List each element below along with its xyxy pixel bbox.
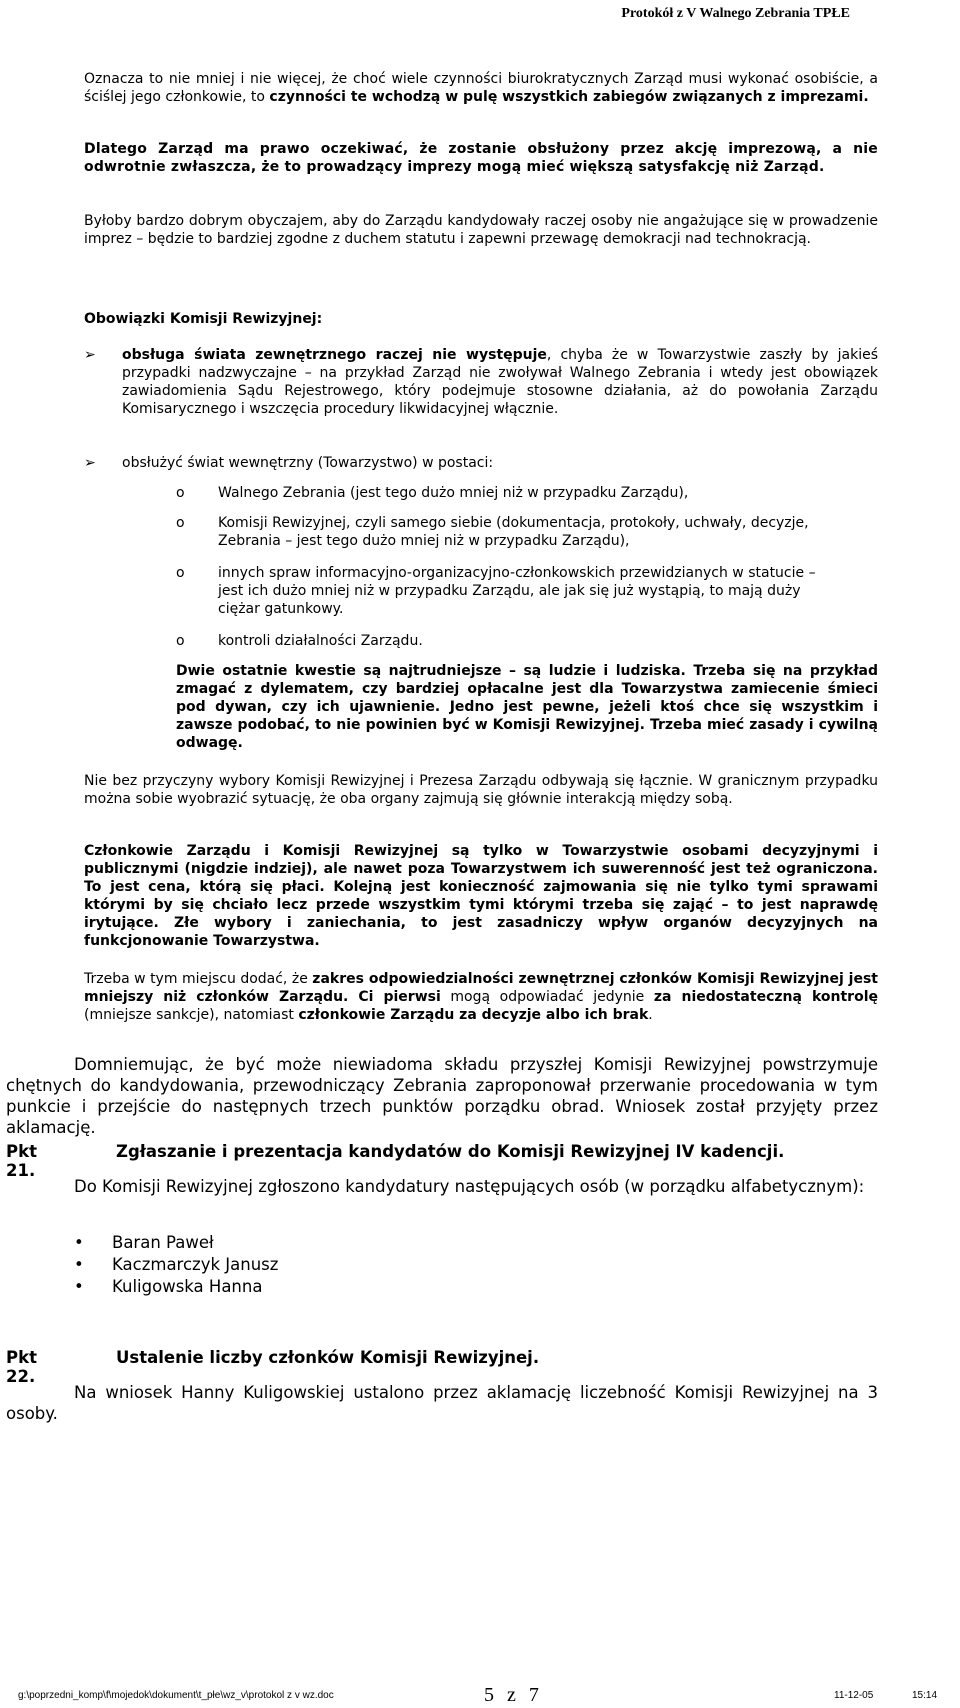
arrow-bullet-icon: ➢: [84, 455, 96, 471]
page-header-title: Protokół z V Walnego Zebrania TPŁE: [621, 6, 850, 21]
paragraph-trzeba-dodac: [84, 970, 878, 1024]
mixed-g: .: [648, 1007, 653, 1023]
paragraph-dwie-ostatnie: Dwie ostatnie kwestie są najtrudniejsze – są ludzie i ludziska. Trzeba się na przykład zmagać z dylematem, czy bardziej opłacalne jest dla Towarzystwa zamiecenie śmieci pod dywan, czy ich ujawnienie. Jedno jest pewne, jeżeli ktoś chce się wszystkim i zawsze podobać, to nie powinien być w Komisji Rewizyjnej. Trzeba mieć zasady i cywilną odwagę.: [176, 663, 878, 751]
section-title: Ustalenie liczby członków Komisji Rewizyjnej.: [116, 1348, 540, 1367]
bullet-item-swiat-zewnetrzny: [84, 346, 878, 418]
bullet-dot-icon: •: [74, 1233, 84, 1252]
list-item: [74, 1254, 278, 1276]
mixed-a: Trzeba w tym miejscu dodać, że: [84, 971, 313, 987]
bullet2-text: obsłużyć świat wewnętrzny (Towarzystwo) w postaci:: [122, 455, 494, 471]
section-title: Zgłaszanie i prezentacja kandydatów do Komisji Rewizyjnej IV kadencji.: [116, 1142, 785, 1161]
paragraph-byloby: Byłoby bardzo dobrym obyczajem, aby do Zarządu kandydowały raczej osoby nie angażujące się w prowadzenie imprez – będzie to bardziej zgodne z duchem statutu i zapewni przewagę demokracji nad technokracją.: [84, 213, 878, 247]
sub-item-innych: [176, 564, 816, 618]
bullet1-rest: , chyba że w Towarzystwie zaszły by jakieś przypadki nadzwyczajne – na przykład Zarząd nie zwoływał Walnego Zebrania i wtedy jest obowiązek zawiadomienia Sądu Rejestrowego, który podejmuje stosowne działania, aż do powołania Zarządu Komisarycznego i wszczęcia procedury likwidacyjnej włącznie.: [122, 347, 878, 417]
sub-item-komisji: [176, 514, 816, 550]
sub-item-text: kontroli działalności Zarządu.: [218, 633, 423, 649]
footer-page-number: 5 z 7: [484, 1684, 543, 1706]
mixed-f: członkowie Zarządu za decyzje albo ich brak: [298, 1007, 649, 1023]
paragraph-czlonkowie: Członkowie Zarządu i Komisji Rewizyjnej są tylko w Towarzystwie osobami decyzyjnymi i publicznymi (nigdzie indziej), ale nawet poza Towarzystwem ich suwerenność jest też ograniczona. To jest cena, którą się płaci. Kolejną jest konieczność zajmowania się nie tylko tymi sprawami którymi by się chciało lecz przede wszystkim tymi którymi trzeba się zająć – to jest naprawdę irytujące. Złe wybory i zaniechania, to jest zasadniczy wpływ organów decyzyjnych na funkcjonowanie Towarzystwa.: [84, 843, 878, 949]
sub-item-walnego: [176, 484, 876, 502]
footer-file-path: g:\poprzedni_komp\f\mojedok\dokument\t_płe\wz_v\protokol z v wz.doc: [18, 1690, 334, 1701]
paragraph-intro-plain: Oznacza to nie mniej i nie więcej, że choć wiele czynności biurokratycznych Zarząd musi wykonać osobiście, a ściślej jego członkowie, to: [84, 71, 878, 105]
candidate-name: Kaczmarczyk Janusz: [112, 1255, 279, 1274]
list-item: [74, 1232, 278, 1254]
list-item: [74, 1276, 278, 1298]
sub-item-kontroli: [176, 632, 876, 650]
circle-bullet-icon: o: [176, 515, 185, 531]
mixed-c: mogą odpowiadać jedynie: [440, 989, 654, 1005]
candidate-list: [74, 1232, 278, 1298]
paragraph-intro: [84, 70, 878, 106]
footer-time: 15:14: [912, 1690, 938, 1701]
paragraph-nie-bez-przyczyny: Nie bez przyczyny wybory Komisji Rewizyjnej i Prezesa Zarządu odbywają się łącznie. W granicznym przypadku można sobie wyobrazić sytuację, że oba organy zajmują się głównie interakcją między sobą.: [84, 773, 878, 807]
paragraph-na-wniosek: Na wniosek Hanny Kuligowskiej ustalono przez aklamację liczebność Komisji Rewizyjnej na 3 osoby.: [6, 1383, 878, 1423]
section-number: Pkt 22.: [6, 1348, 37, 1386]
bullet1-bold: obsługa świata zewnętrznego raczej nie występuje: [122, 347, 547, 363]
sub-item-text: Komisji Rewizyjnej, czyli samego siebie (dokumentacja, protokoły, uchwały, decyzje, Zebrania – jest tego dużo mniej niż w przypadku Zarządu),: [218, 515, 809, 549]
paragraph-domniemujac: Domniemując, że być może niewiadoma składu przyszłej Komisji Rewizyjnej powstrzymuje chętnych do kandydowania, przewodniczący Zebrania zaproponował przerwanie procedowania w tym punkcie i przejście do następnych trzech punktów porządku obrad. Wniosek został przyjęty przez aklamację.: [6, 1055, 878, 1137]
paragraph-dlatego: Dlatego Zarząd ma prawo oczekiwać, że zostanie obsłużony przez akcję imprezową, a nie odwrotnie zwłaszcza, że to prowadzący imprezy mogą mieć większą satysfakcję niż Zarząd.: [84, 141, 878, 175]
circle-bullet-icon: o: [176, 485, 185, 501]
sub-item-text: Walnego Zebrania (jest tego dużo mniej niż w przypadku Zarządu),: [218, 485, 689, 501]
sub-item-text: innych spraw informacyjno-organizacyjno-członkowskich przewidzianych w statucie – jest ich dużo mniej niż w przypadku Zarządu, ale jak się już wystąpią, to mają duży ciężar gatunkowy.: [218, 565, 816, 617]
arrow-bullet-icon: ➢: [84, 347, 96, 363]
section-number: Pkt 21.: [6, 1142, 37, 1180]
paragraph-zgloszono: Do Komisji Rewizyjnej zgłoszono kandydatury następujących osób (w porządku alfabetycznym):: [74, 1177, 865, 1196]
bullet-dot-icon: •: [74, 1277, 84, 1296]
candidate-name: Kuligowska Hanna: [112, 1277, 263, 1296]
circle-bullet-icon: o: [176, 565, 185, 581]
paragraph-intro-bold: czynności te wchodzą w pulę wszystkich zabiegów związanych z imprezami.: [269, 89, 869, 105]
bullet-item-swiat-wewnetrzny: [84, 454, 878, 472]
heading-obowiazki: Obowiązki Komisji Rewizyjnej:: [84, 311, 323, 327]
page-footer: [0, 1684, 960, 1708]
circle-bullet-icon: o: [176, 633, 185, 649]
mixed-e: (mniejsze sankcje), natomiast: [84, 1007, 299, 1023]
mixed-b: zakres odpowiedzialności zewnętrznej członków Komisji Rewizyjnej jest mniejszy niż członków Zarządu. Ci pierwsi: [84, 971, 878, 1005]
bullet-dot-icon: •: [74, 1255, 84, 1274]
candidate-name: Baran Paweł: [112, 1233, 214, 1252]
mixed-d: za niedostateczną kontrolę: [653, 989, 878, 1005]
footer-date: 11-12-05: [834, 1690, 874, 1701]
